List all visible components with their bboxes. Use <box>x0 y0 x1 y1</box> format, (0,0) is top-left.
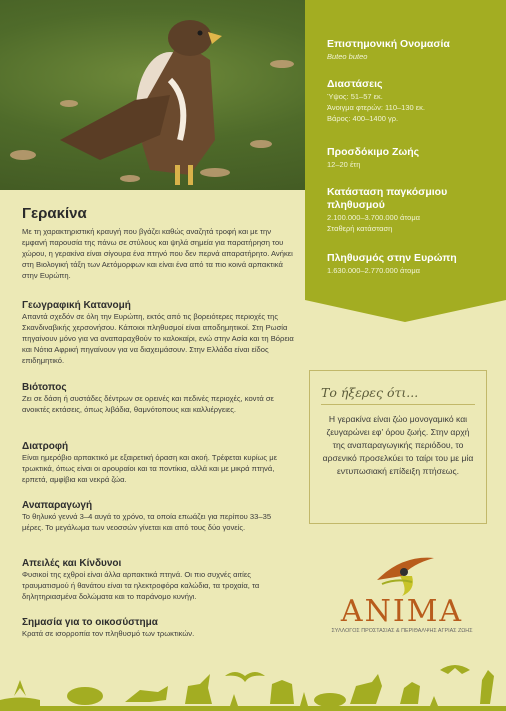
wildlife-silhouettes <box>0 640 506 711</box>
life-value: 12–20 έτη <box>327 160 361 169</box>
global-pop-heading: Κατάσταση παγκόσμιου πληθυσμού <box>327 186 448 211</box>
eagle-icon <box>440 665 470 674</box>
threats-text: Φυσικοί της εχθροί είναι άλλα αρπακτικά πτηνά. Οι πιο συχνές αιτίες τραυματισμού ή θανάτου είναι τα ηλεκτροφόρα καλώδια, τα τροχαία, τα δηλητηριασμένα δολώματα και το παράνομο κυνήγι. <box>22 570 260 601</box>
europe-pop-heading: Πληθυσμός στην Ευρώπη <box>327 252 457 264</box>
anima-logo <box>312 548 492 638</box>
wolf-icon <box>350 674 382 704</box>
logo-name: ANIMA <box>340 594 464 629</box>
diet-heading: Διατροφή <box>22 441 69 452</box>
logo-subtitle: ΣΥΛΛΟΓΟΣ ΠΡΟΣΤΑΣΙΑΣ & ΠΕΡΙΘΑΛΨΗΣ ΑΓΡΙΑΣ ΖΩΗΣ <box>331 628 473 634</box>
life-heading: Προσδόκιμο Ζωής <box>327 146 420 158</box>
distribution-text: Απαντά σχεδόν σε όλη την Ευρώπη, εκτός από τις βορειότερες περιοχές της Σκανδιναβικής χερσονήσου. Κάποιοι πληθυσμοί είναι αποδημητικοί. Στη Ρωσία πηγαίνουν μόνο για να αναπαραχθούν το καλοκαίρι, ενώ στην Ασία και τη Βόρεια και Νότια Αφρική πηγαίνουν για να διαχειμάσουν. Στην Ελλάδα είναι είδος επιδημητικό. <box>22 312 294 365</box>
fox-icon <box>125 686 168 702</box>
threats-heading: Απειλές και Κίνδυνοι <box>22 558 122 569</box>
fact-sidebar <box>305 0 506 300</box>
turtle-icon <box>314 693 346 707</box>
bird-flying-icon <box>225 672 265 682</box>
boar-icon <box>67 687 103 705</box>
rooster-icon <box>400 682 420 704</box>
europe-pop-value: 1.630.000–2.770.000 άτομα <box>327 266 421 275</box>
sci-name-heading: Επιστημονική Ονομασία <box>327 38 450 50</box>
dimensions-heading: Διαστάσεις <box>327 78 383 90</box>
global-pop-count: 2.100.000–3.700.000 άτομα <box>327 213 421 222</box>
owl-icon <box>270 680 294 704</box>
sci-name-value: Buteo buteo <box>327 52 368 61</box>
ecosystem-heading: Σημασία για το οικοσύστημα <box>22 617 158 628</box>
heron-icon <box>480 670 494 704</box>
did-you-know-divider <box>321 404 475 405</box>
distribution-heading: Γεωγραφική Κατανομή <box>22 300 131 311</box>
diet-text: Είναι ημερόβιο αρπακτικό με εξαιρετική όραση και ακοή. Τρέφεται κυρίως με τρωκτικά, όπως είναι οι αρουραίοι και τα ποντίκια, αλλά και με μικρά πτηνά, ερπετά, αμφίβια και νεκρά ζώα. <box>22 453 277 484</box>
deer-icon <box>185 674 212 704</box>
main-content <box>22 205 294 222</box>
habitat-text: Ζει σε δάση ή συστάδες δέντρων σε ορεινές και πεδινές περιοχές, κοντά σε ανοικτές εκτάσεις, όπως λιβάδια, θαμνότοπους και καλλιέργειες. <box>22 394 274 414</box>
ecosystem-text: Κρατά σε ισορροπία τον πληθυσμό των τρωκτικών. <box>22 629 195 638</box>
reproduction-heading: Αναπαραγωγή <box>22 500 93 511</box>
habitat-heading: Βιότοπος <box>22 382 67 393</box>
buzzard-illustration <box>40 0 250 190</box>
bird-logo-icon <box>372 550 442 598</box>
global-pop-status: Σταθερή κατάσταση <box>327 224 393 233</box>
intro-paragraph: Με τη χαρακτηριστική κραυγή που βγάζει καθώς αναζητά τροφή και με την εμφανή παρουσία της πάνω σε στύλους και ψηλά σημεία για παρατήρηση του χώρου, η γερακίνα είναι σίγουρα ένα πτηνό που δεν περνά απαρατήρητο. Ανήκει στη Βιολογική τάξη των Αετόμορφων και είναι ένα από τα πιο κοινά αρπακτικά στην Ευρώπη. <box>22 227 293 280</box>
did-you-know-text: Η γερακίνα είναι ζώο μονογαμικό και ζευγαρώνει εφ' όρου ζωής. Στην αρχή της αναπαραγωγικής περιόδου, το αρσενικό προσελκύει το ταίρι του με μία εντυπωσιακή επίδειξη πτήσεως. <box>322 414 474 476</box>
page-title: Γερακίνα <box>22 205 87 222</box>
did-you-know-title: Το ήξερες ότι... <box>321 385 419 400</box>
did-you-know-box <box>309 370 487 524</box>
reproduction-text: Το θηλυκό γεννά 3–4 αυγά το χρόνο, τα οποία επωάζει για περίπου 33–35 μέρες. Το μεγάλωμα των νεοσσών γίνεται και από τους δύο γονείς. <box>22 512 272 532</box>
sidebar-arrow <box>305 300 506 322</box>
dimension-height: Ύψος: 51–57 εκ. <box>327 92 383 101</box>
dimension-wingspan: Άνοιγμα φτερών: 110–130 εκ. <box>327 103 425 112</box>
dimension-weight: Βάρος: 400–1400 γρ. <box>327 114 399 123</box>
